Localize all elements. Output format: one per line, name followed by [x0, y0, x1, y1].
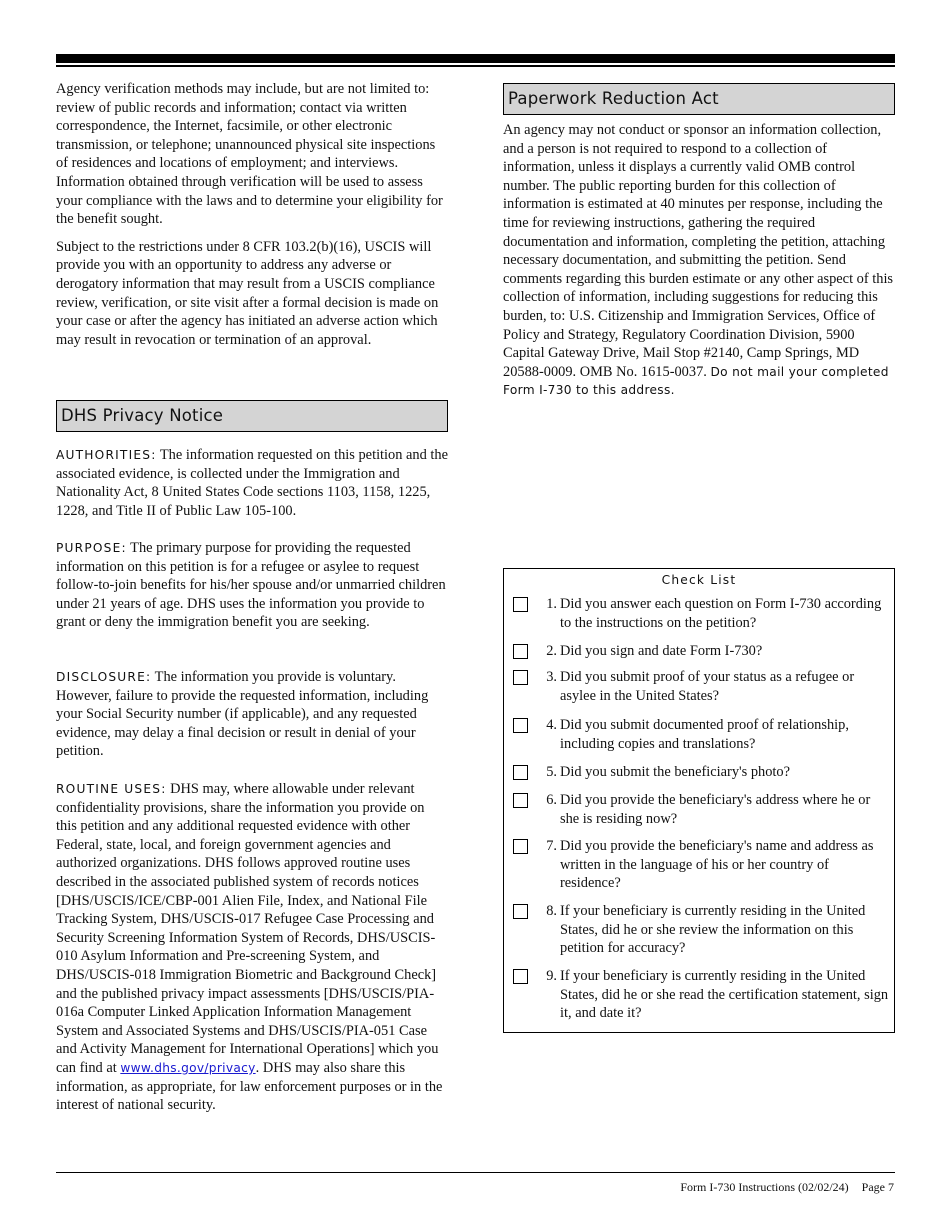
checkbox[interactable]	[513, 969, 528, 984]
disclosure-text: The information you provide is voluntary. However, failure to provide the requested information, including your Social Security number (if applicable), and any requested evidence, may delay a final decision or result in denial of your petition.	[56, 669, 429, 760]
item-number: 6.	[546, 792, 557, 808]
authorities-label: AUTHORITIES:	[56, 448, 157, 462]
disclosure-section	[56, 668, 448, 761]
item-number: 7.	[546, 838, 557, 854]
dhs-privacy-heading: DHS Privacy Notice	[56, 400, 448, 432]
item-text: If your beneficiary is currently residing in the United States, did he or she review the information on this petition for accuracy?	[560, 903, 866, 957]
item-text: Did you submit documented proof of relationship, including copies and translations?	[560, 717, 849, 752]
item-number: 3.	[546, 669, 557, 685]
routine-uses-section	[56, 780, 448, 1115]
paperwork-heading: Paperwork Reduction Act	[503, 83, 895, 115]
item-number: 1.	[546, 596, 557, 612]
checkbox[interactable]	[513, 765, 528, 780]
top-rule-thick	[56, 54, 895, 63]
item-text: Did you submit the beneficiary's photo?	[560, 764, 790, 780]
item-number: 9.	[546, 968, 557, 984]
paperwork-note: Do not mail your completed Form I-730 to this address.	[503, 364, 889, 398]
checklist	[503, 568, 895, 1033]
item-text: Did you provide the beneficiary's address where he or she is residing now?	[560, 792, 871, 827]
item-text: Did you provide the beneficiary's name and address as written in the language of his or her country of residence?	[560, 838, 874, 892]
disclosure-label: DISCLOSURE:	[56, 670, 152, 684]
checkbox[interactable]	[513, 597, 528, 612]
footer-page: Page 7	[861, 1180, 894, 1194]
verification-paragraph: Agency verification methods may include, but are not limited to: review of public records and information; contact via written correspondence, the Internet, facsimile, or other electronic transmission, or telephone; unannounced physical site inspections of residences and locations of employment; and interviews. Information obtained through verification will be used to assess your compliance with the laws and to determine your eligibility for the benefit sought.	[56, 81, 443, 228]
item-text: Did you answer each question on Form I-730 according to the instructions on the petition?	[560, 596, 882, 631]
footer-form: Form I-730 Instructions	[680, 1180, 795, 1194]
paperwork-text: An agency may not conduct or sponsor an information collection, and a person is not required to respond to a collection of information, unless it displays a currently valid OMB control number. The public reporting burden for this collection of information is estimated at 40 minutes per response, including the time for reviewing instructions, gathering the required documentation and information, completing the petition, attaching necessary documentation, and submitting the petition. Send comments regarding this burden estimate or any other aspect of this collection of information, including suggestions for reducing this burden, to: U.S. Citizenship and Immigration Services, Office of Policy and Strategy, Regulatory Coordination Division, 5900 Capital Gateway Drive, Mail Stop #2140, Camp Springs, MD 20588-0009. OMB No. 1615-0037.	[503, 122, 894, 380]
checkbox[interactable]	[513, 793, 528, 808]
checkbox[interactable]	[513, 644, 528, 659]
item-text: Did you submit proof of your status as a refugee or asylee in the United States?	[560, 669, 855, 704]
item-number: 5.	[546, 764, 557, 780]
item-text: If your beneficiary is currently residing in the United States, did he or she read the certification statement, sign it, and date it?	[560, 968, 889, 1022]
paperwork-text-block	[503, 121, 895, 400]
bottom-rule	[56, 1172, 895, 1173]
left-intro	[56, 80, 448, 349]
page-footer	[680, 1180, 894, 1194]
item-number: 8.	[546, 903, 557, 919]
routine-uses-text: DHS may, where allowable under relevant confidentiality provisions, share the information you provide on this petition and any additional requested evidence with other Federal, state, local, and foreign government agencies and authorized organizations. DHS follows approved routine uses described in the associated published system of records notices [DHS/USCIS/ICE/CBP-001 Alien File, Index, and National File Tracking System, DHS/USCIS-017 Refugee Case Processing and Security Screening Information System of Records, DHS/USCIS-010 Asylum Information and Pre-screening System, and DHS/USCIS-018 Immigration Biometric and Background Check] and the published privacy impact assessments [DHS/USCIS/PIA-016a Computer Linked Application Information Management System and Associated Systems and DHS/USCIS/PIA-051 Case and Activity Management for International Operations] which you can find at	[56, 781, 439, 1076]
restrictions-paragraph: Subject to the restrictions under 8 CFR 103.2(b)(16), USCIS will provide you with an opportunity to address any adverse or derogatory information that may result from a USCIS compliance review, verification, or site visit after a formal decision is made on your case or after the agency has initiated an adverse action which may result in revocation or termination of an approval.	[56, 238, 439, 348]
routine-uses-tail: . DHS may also share this information, as appropriate, for law enforcement purposes or in the interest of national security.	[56, 1059, 443, 1114]
checkbox[interactable]	[513, 670, 528, 685]
checkbox[interactable]	[513, 904, 528, 919]
authorities-section	[56, 446, 448, 520]
paperwork-section	[503, 83, 895, 400]
purpose-section	[56, 539, 448, 632]
checkbox[interactable]	[513, 718, 528, 733]
authorities-text: The information requested on this petition and the associated evidence, is collected under the Immigration and Nationality Act, 8 United States Code sections 1103, 1158, 1225, 1228, and Title II of Public Law 105-100.	[56, 447, 449, 519]
privacy-link[interactable]: www.dhs.gov/privacy	[120, 1060, 256, 1075]
checkbox[interactable]	[513, 839, 528, 854]
purpose-label: PURPOSE:	[56, 541, 127, 555]
routine-uses-label: ROUTINE USES:	[56, 782, 167, 796]
top-rule-thin	[56, 65, 895, 67]
checklist-title: Check List	[661, 573, 737, 587]
item-text: Did you sign and date Form I-730?	[560, 643, 763, 659]
purpose-text: The primary purpose for providing the requested information on this petition is for a refugee or asylee to request follow-to-join benefits for his/her spouse and/or unmarried children under 21 years of age. DHS uses the information you provide to grant or deny the immigration benefit you are seeking.	[56, 540, 446, 631]
footer-date: (02/02/24)	[798, 1180, 849, 1194]
item-number: 2.	[546, 643, 557, 659]
item-number: 4.	[546, 717, 557, 733]
